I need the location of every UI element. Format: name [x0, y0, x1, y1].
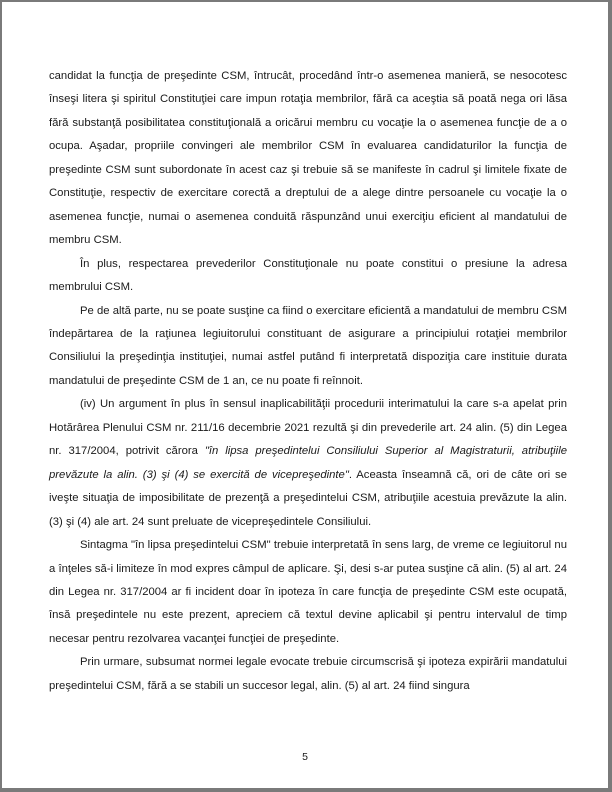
paragraph-continuation: candidat la funcţia de preşedinte CSM, întrucât, procedând într-o asemenea manieră, se nesocotesc înseşi litera şi spiritul Constituţiei care impun rotaţia membrilor, fără ca aceştia să poată nega ori lăsa fără substanţă posibilitatea constituţională a oricărui membru cu vocaţie la o asemenea funcţie de a o ocupa. Aşadar, propriile convingeri ale membrilor CSM în evaluarea candidaturilor la funcţia de preşedinte CSM sunt subordonate în acest caz şi trebuie să se manifeste în cadrul şi limitele fixate de Constituţie, respectiv de exercitare corectă a dreptului de a alege dintre persoanele cu vocaţie la o asemenea funcţie, numai o asemenea conduită răspunzând unui exerciţiu eficient al mandatului de membru CSM.: [49, 70, 567, 247]
argument-iv-intro: (iv) Un argument în plus în sensul inaplicabilităţii procedurii interimatului la care s-a apelat prin Hotărârea Plenului CSM nr. 211/16 decembrie 2021 rezultă şi din prevederile art. 24 alin. (5) din Legea nr. 317/2004, potrivit cărora: [49, 398, 567, 458]
argument-iv-conclusion: . Aceasta înseamnă că, ori de câte ori se iveşte situaţia de imposibilitate de prezenţă a preşedintelui CSM, atribuţiile acestuia prevăzute la alin. (3) şi (4) ale art. 24 sunt preluate de vicepreşedintele Consiliului.: [49, 468, 567, 528]
paragraph-rotation-principle: Pe de altă parte, nu se poate susţine ca fiind o exercitare eficientă a mandatului de membru CSM îndepărtarea de la raţiunea legiuitorului constituant de asigurare a principiului rotaţiei membrilor Consiliului la preşedinţia instituţiei, numai astfel putând fi interpretată dispoziţia care instituie durata mandatului de preşedinte CSM de 1 an, ce nu poate fi reînnoit.: [49, 304, 567, 387]
paragraph-constitutional-pressure: În plus, respectarea prevederilor Constituţionale nu poate constitui o presiune la adresa membrului CSM.: [49, 257, 567, 294]
paragraph-argument-iv: [49, 393, 567, 534]
page-number: 5: [302, 751, 308, 763]
paragraph-sintagma: Sintagma "în lipsa preşedintelui CSM" trebuie interpretată în sens larg, de vreme ce legiuitorul nu a înţeles să-i limiteze în mod expres câmpul de aplicare. Şi, desi s-ar putea susţine că alin. (5) al art. 24 din Legea nr. 317/2004 ar fi incident doar în ipoteza în care funcţia de preşedinte CSM este ocupată, însă preşedintele nu este prezent, apreciem că textul devine aplicabil şi pentru intervalul de timp necesar pentru rezolvarea vacanţei funcţiei de preşedinte.: [49, 539, 567, 645]
legal-quote: "în lipsa preşedintelui Consiliului Superior al Magistraturii, atribuţiile prevăzute la alin. (3) şi (4) se exercită de vicepreşedinte": [49, 445, 567, 481]
paragraph-conclusion: Prin urmare, subsumat normei legale evocate trebuie circumscrisă şi ipoteza expirării mandatului preşedintelui CSM, fără a se stabili un succesor legal, alin. (5) al art. 24 fiind singura: [49, 656, 567, 692]
document-page: [2, 2, 608, 788]
document-body: [49, 65, 567, 698]
